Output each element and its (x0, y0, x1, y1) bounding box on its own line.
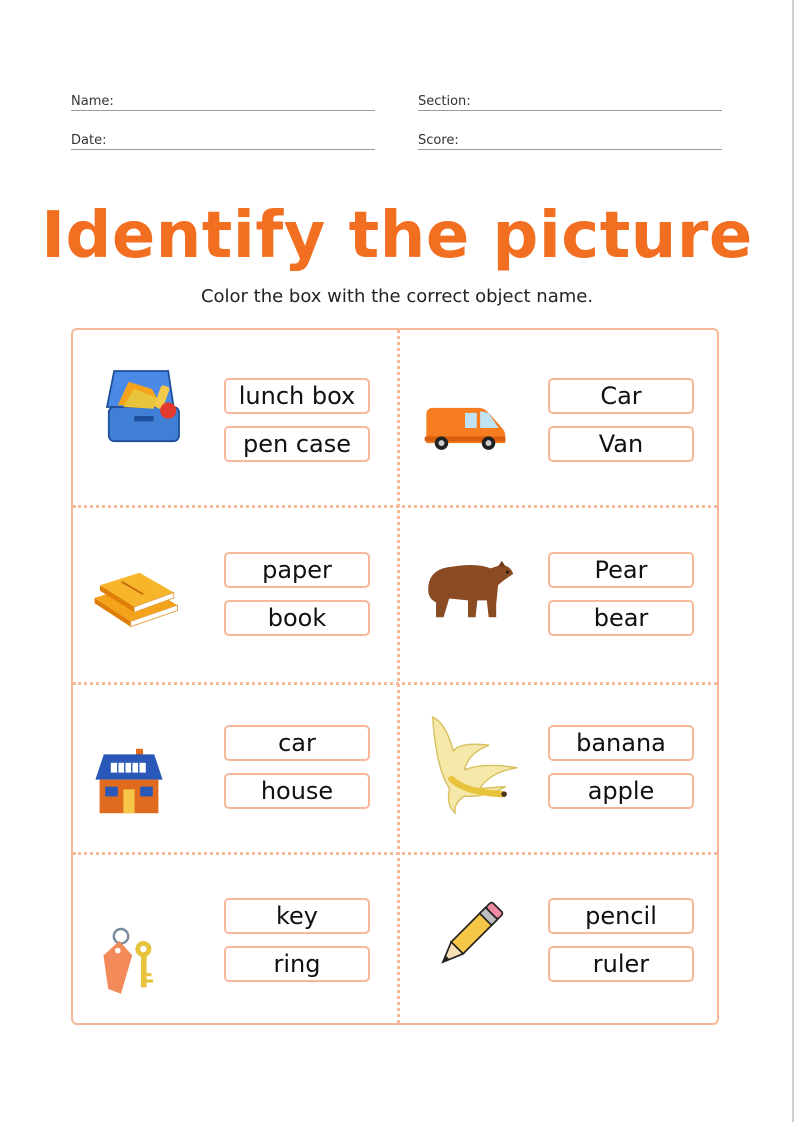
banana-icon (427, 710, 521, 820)
question-cell (73, 330, 396, 502)
answer-option[interactable] (548, 898, 694, 934)
question-cell (73, 684, 396, 856)
instructions: Color the box with the correct object name. (200, 286, 594, 307)
option-label: Pear (594, 556, 648, 584)
answer-option[interactable] (548, 426, 694, 462)
option-label: ring (273, 950, 321, 978)
answer-option[interactable] (224, 552, 370, 588)
option-label: Van (598, 430, 644, 458)
answer-option[interactable] (224, 426, 370, 462)
answer-option[interactable] (224, 898, 370, 934)
option-label: pencil (585, 902, 657, 930)
answer-option[interactable] (548, 378, 694, 414)
option-label: key (275, 902, 318, 930)
name-line (71, 110, 375, 111)
question-cell (399, 507, 722, 679)
lunch-box-icon (98, 362, 188, 452)
bear-icon (421, 557, 515, 623)
question-cell (399, 684, 722, 856)
answer-option[interactable] (224, 773, 370, 809)
answer-option[interactable] (548, 773, 694, 809)
option-label: car (278, 729, 316, 757)
question-cell (399, 854, 722, 1026)
pencil-icon (427, 894, 511, 978)
page-title: Identify the picture (41, 199, 753, 273)
answer-option[interactable] (548, 552, 694, 588)
option-label: paper (262, 556, 332, 584)
answer-option[interactable] (224, 600, 370, 636)
option-label: pen case (242, 430, 351, 458)
option-label: lunch box (238, 382, 356, 410)
option-label: ruler (592, 950, 650, 978)
key-icon (97, 924, 161, 998)
option-label: bear (593, 604, 649, 632)
score-label: Score: (418, 133, 459, 148)
house-icon (93, 746, 165, 816)
question-cell (399, 330, 722, 502)
option-label: Car (600, 382, 642, 410)
answer-option[interactable] (224, 725, 370, 761)
answer-option[interactable] (548, 725, 694, 761)
question-cell (73, 507, 396, 679)
date-label: Date: (71, 133, 107, 148)
answer-option[interactable] (548, 946, 694, 982)
answer-option[interactable] (224, 378, 370, 414)
section-label: Section: (418, 94, 471, 109)
name-label: Name: (71, 94, 114, 109)
book-icon (91, 565, 181, 629)
answer-option[interactable] (224, 946, 370, 982)
section-line (418, 110, 722, 111)
question-cell (73, 854, 396, 1026)
option-label: banana (576, 729, 666, 757)
answer-option[interactable] (548, 600, 694, 636)
van-icon (423, 400, 507, 456)
option-label: house (260, 777, 334, 805)
option-label: book (267, 604, 327, 632)
date-line (71, 149, 375, 150)
option-label: apple (587, 777, 655, 805)
score-line (418, 149, 722, 150)
